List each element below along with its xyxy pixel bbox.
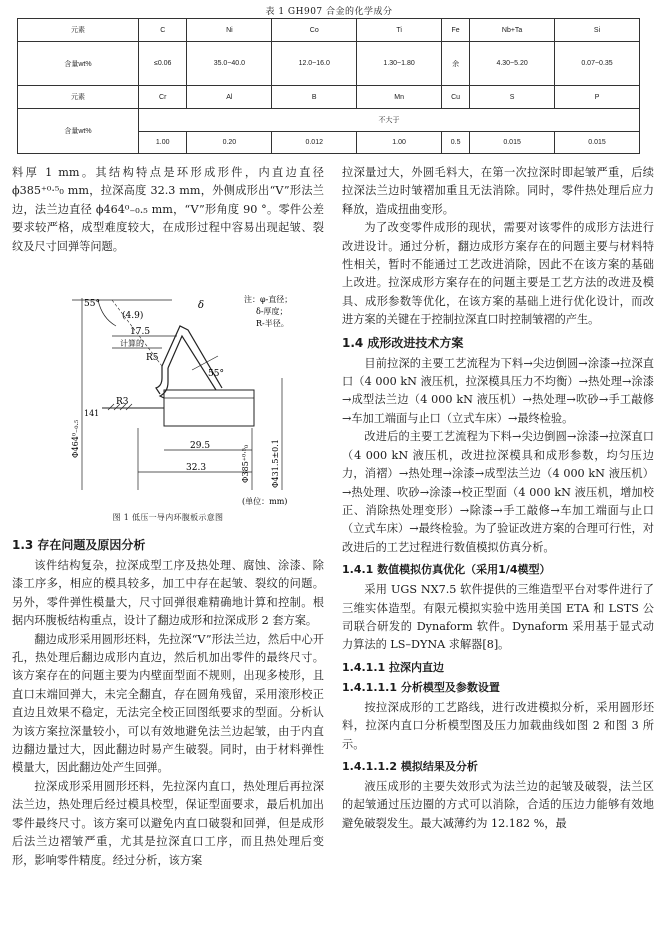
- angle-arc: [98, 300, 116, 326]
- subsection-heading: 1.4.1.1.1 分析模型及参数设置: [342, 680, 500, 694]
- table-cell: C: [139, 19, 187, 42]
- table-cell: 元素: [18, 86, 139, 109]
- table-cell: 0.20: [187, 132, 272, 154]
- table-cell: P: [555, 86, 640, 109]
- table-cell-note: 不大于: [139, 109, 640, 132]
- unit-label: (单位：mm): [242, 497, 288, 506]
- paragraph: 改进后的主要工艺流程为下料→尖边倒圆→涂漆→拉深直口（4 000 kN 液压机，改进拉深模具和成形参数，均匀压边力，消褶）→热处理→涂漆→成型法兰边（4 000 kN 液压机）→热处理、吹砂→涂漆→校正型面（4 000 kN 液压机，增加校正、消除热处理变形）→除漆→手工敲修→车加工端面与止口（立式车床）→最终检验。为了验证改进方案的合理可行性，对改进后的工艺过程进行数值模拟仿真分析。: [342, 430, 654, 554]
- dim-323-label: 32.3: [186, 463, 207, 473]
- paragraph: 翻边成形采用圆形坯料，先拉深“V”形法兰边，然后中心开孔，热处理后翻边成形内直边，然后机加出零件的最终尺寸。该方案存在的问题主要为内壁面型面不规则，出现多棱形，且直口末端回弹大，未完全翻直，存在圆角残留，采用滚形校正直边且效果不稳定，无法完全校正回图纸要求的型面。分析认为该方案拉深量较小，可以有效地避免法兰边起皱，由于内直边翻边量过大，因此翻边时易产生破裂。同时，由于材料弹性模量大，因此翻边处产生回弹。: [12, 632, 324, 775]
- legend-r: R-半径。: [256, 319, 289, 328]
- table-cell: 余: [442, 42, 470, 86]
- table-cell: 1.30~1.80: [357, 42, 442, 86]
- r5-label: R5: [146, 353, 159, 363]
- table-cell: 1.00: [357, 132, 442, 154]
- paragraph: 按拉深成形的工艺路线，进行改进模拟分析，采用圆形坯料，拉深内直口分析模型图及压力加载曲线如图 2 和图 3 所示。: [342, 700, 654, 751]
- phi464-label: Φ464⁰₋₀.₅: [71, 419, 80, 458]
- legend-title: 注：φ-直径；: [244, 295, 293, 304]
- paragraph: 拉深成形采用圆形坯料，先拉深内直口，热处理后再拉深法兰边，热处理后经过模具校型，保证型面要求，最后机加出零件最终尺寸。该方案可以避免内直口破裂和回弹，但是成形后法兰边褶皱严重，尤其是拉深直口工序，而且热处理后变形，影响零件精度。经过分析，该方案: [12, 779, 324, 867]
- phi4315-label: Φ431.5±0.1: [271, 439, 280, 488]
- table-cell: 0.015: [555, 132, 640, 154]
- table-cell: Co: [272, 19, 357, 42]
- table-cell: Al: [187, 86, 272, 109]
- table-cell: 12.0~16.0: [272, 42, 357, 86]
- subsection-heading: 1.4.1.1 拉深内直边: [342, 660, 444, 674]
- table-row: [18, 109, 640, 132]
- table-cell: Cu: [442, 86, 470, 109]
- composition-table: [17, 18, 640, 154]
- table-cell: Ni: [187, 19, 272, 42]
- figure-caption: 图 1 低压一导内环腹板示意图: [112, 513, 224, 522]
- delta-label: δ: [198, 300, 205, 311]
- paragraph: 液压成形的主要失效形式为法兰边的起皱及破裂，法兰区的起皱通过压边圈的方式可以消除，合适的压边力能够有效地避免破裂发生。最大减薄约为 12.182 %，最: [342, 779, 654, 830]
- angle-top-label: 55°: [84, 299, 100, 309]
- paragraph: 为了改变零件成形的现状，需要对该零件的成形方法进行改进设计。通过分析，翻边成形方案存在的问题主要与材料特性相关，暂时不能通过工艺改进消除，因此不在该方案的基础上改进。拉深成形方案存在的问题主要是工艺方法的改进及模具、成形参数等优化，在该方案的基础上进行优化设计，而改进方案的关键在于控制拉深直口时控制皱褶的产生。: [342, 221, 654, 327]
- phi385-label: Φ385⁺⁰·⁵₀: [241, 444, 250, 483]
- table-cell: 0.07~0.35: [555, 42, 640, 86]
- legend-delta: δ-厚度；: [256, 307, 288, 316]
- paragraph: 该件结构复杂，拉深成型工序及热处理、腐蚀、涂漆、除漆工序多，相应的模具较多，加工中存在起皱、裂纹的问题。另外，零件弹性模量大，尺寸回弹很难精确地计算和控制。根据内环腹板结构重点，设计了翻边成形和拉深成形 2 套方案。: [12, 559, 324, 628]
- table-cell: Fe: [442, 19, 470, 42]
- table-cell: 0.012: [272, 132, 357, 154]
- table-cell: 0.5: [442, 132, 470, 154]
- table-cell: 1.00: [139, 132, 187, 154]
- table-cell: 含量wt%: [18, 42, 139, 86]
- subsection-heading: 1.4.1.1.2 模拟结果及分析: [342, 759, 478, 773]
- table-cell: Nb+Ta: [470, 19, 555, 42]
- subsection-heading: 1.4.1 数值模拟仿真优化（采用1/4模型）: [342, 563, 551, 577]
- table-row: [18, 42, 640, 86]
- dim-295-label: 29.5: [190, 441, 211, 451]
- flange-block: [164, 390, 254, 426]
- paragraph: 采用 UGS NX7.5 软件提供的三维造型平台对零件进行了三维实体造型。有限元模拟实验中选用美国 ETA 和 LSTS 公司联合研发的 Dynaform 软件。Dynaform 采用基于显式动力算法的 LS–DYNA 求解器[8]。: [342, 583, 654, 652]
- r3-label: R3: [116, 397, 129, 407]
- figure-1: [12, 278, 324, 516]
- table-caption: 表 1 GH907 合金的化学成分: [265, 7, 393, 17]
- table-cell: 4.30~5.20: [470, 42, 555, 86]
- angle-right-label: 55°: [208, 369, 224, 379]
- table-row: [18, 19, 640, 42]
- table-cell: 含量wt%: [18, 109, 139, 154]
- calc-label: 计算的: [120, 339, 144, 348]
- table-cell: ≤0.06: [139, 42, 187, 86]
- table-cell: 元素: [18, 19, 139, 42]
- table-cell: Ti: [357, 19, 442, 42]
- r141-label: 141: [84, 409, 100, 418]
- table-row: [18, 86, 640, 109]
- table-cell: 35.0~40.0: [187, 42, 272, 86]
- section-heading: 1.4 成形改进技术方案: [342, 335, 464, 350]
- part-profile: [156, 326, 222, 398]
- table-cell: Mn: [357, 86, 442, 109]
- paragraph: 拉深量过大，外圆毛料大，在第一次拉深时即起皱严重，后续拉深法兰边时皱褶加重且无法消除。同时，零件热处理后应力释放，造成扭曲变形。: [342, 166, 654, 216]
- paragraph: 目前拉深的主要工艺流程为下料→尖边倒圆→涂漆→拉深直口（4 000 kN 液压机，拉深模具压力不均衡）→热处理→涂漆→成型法兰边（4 000 kN 液压机）→热处理→吹砂→手工敲修→车加工端面与止口（立式车床）→最终检验。: [342, 356, 654, 425]
- left-column: [12, 164, 324, 256]
- table-cell: B: [272, 86, 357, 109]
- section-heading: 1.3 存在问题及原因分析: [12, 538, 146, 552]
- left-column-lower: [12, 532, 324, 870]
- table-cell: S: [470, 86, 555, 109]
- dim-49-label: (4.9): [122, 311, 144, 321]
- right-column: [342, 164, 654, 833]
- table-cell: Cr: [139, 86, 187, 109]
- figure-drawing: [12, 278, 324, 516]
- table-cell: Si: [555, 19, 640, 42]
- paragraph: 料厚 1 mm。其结构特点是环形成形件，内直边直径 ϕ385⁺⁰·⁵₀ mm，拉深高度 32.3 mm，外侧成形出“V”形法兰边，法兰边直径 ϕ464⁰₋₀.₅ mm，“V”形角度 90 °。零件公差要求较严格，成型难度较大，在成形过程中容易出现起皱、裂纹及尺寸回弹等问题。: [12, 166, 324, 253]
- table-cell: 0.015: [470, 132, 555, 154]
- dim-175-label: 17.5: [130, 327, 151, 337]
